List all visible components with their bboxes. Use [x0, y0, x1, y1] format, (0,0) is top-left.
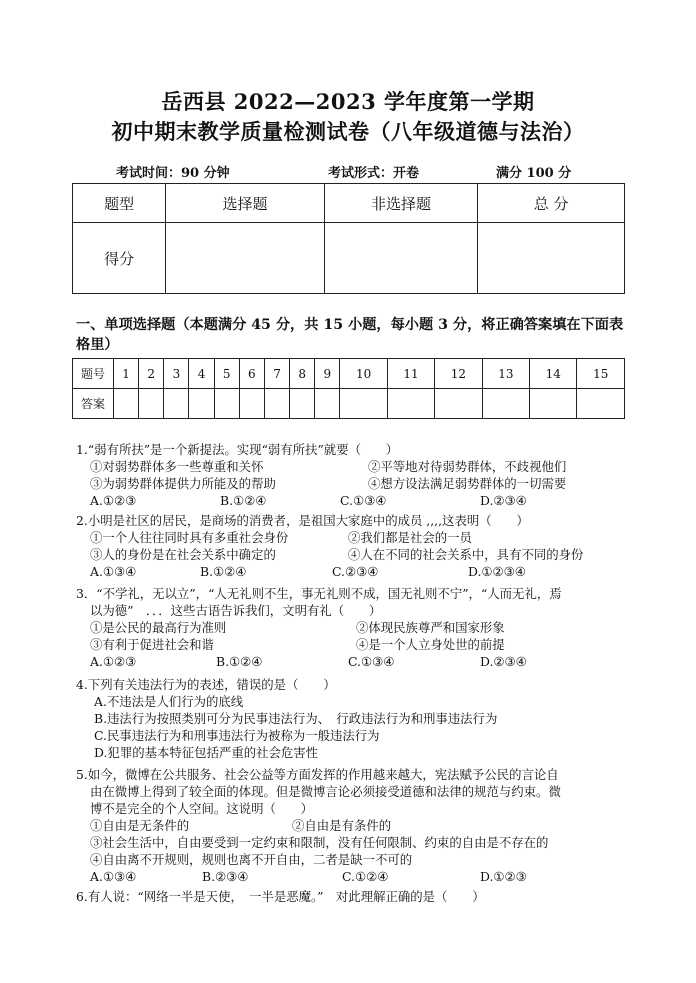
- choice-d: D.②③④: [480, 493, 527, 508]
- option-1: ①一个人往往同时具有多重社会身份: [90, 530, 289, 545]
- question-stem: 5.如今，微博在公共服务、社会公益等方面发挥的作用越来越大，宪法赋予公民的言论自: [76, 767, 559, 782]
- question-number: 8: [290, 359, 315, 389]
- choice-c: C.①③④: [348, 654, 395, 669]
- question-number: 12: [435, 359, 482, 389]
- score-cell-total[interactable]: [478, 223, 625, 294]
- option-2: ②平等地对待弱势群体，不歧视他们: [368, 459, 567, 474]
- answer-cell[interactable]: [239, 389, 264, 419]
- answer-cell[interactable]: [530, 389, 577, 419]
- choice-b: B.①②④: [220, 493, 267, 508]
- question-number: 9: [315, 359, 340, 389]
- option-1: ①是公民的最高行为准则: [90, 620, 227, 635]
- score-header-total: 总 分: [478, 184, 625, 223]
- full-score: 满分 100 分: [496, 166, 572, 181]
- question-number: 5: [214, 359, 239, 389]
- choice-d: D.①②③: [480, 869, 527, 884]
- question-5: [76, 766, 636, 885]
- question-number: 1: [114, 359, 139, 389]
- score-header-type: 题型: [73, 184, 166, 223]
- question-stem: 3．“不学礼，无以立”，“人无礼则不生，事无礼则不成，国无礼则不宁”，“人而无礼，焉: [76, 586, 562, 601]
- question-stem-cont: 博不是完全的个人空间。这说明（ ）: [90, 801, 314, 816]
- option-4: ④人在不同的社会关系中，具有不同的身份: [348, 547, 584, 562]
- question-1: [76, 441, 636, 509]
- answer-cell[interactable]: [264, 389, 289, 419]
- question-stem-cont: 由在微博上得到了较全面的体现。但是微博言论必须接受道德和法律的规范与约束。微: [90, 784, 561, 799]
- option-2: ②我们都是社会的一员: [348, 530, 472, 545]
- answer-cell[interactable]: [139, 389, 164, 419]
- option-3: ③为弱势群体提供力所能及的帮助: [90, 476, 276, 491]
- question-number: 14: [530, 359, 577, 389]
- exam-form: 考试形式：开卷: [328, 166, 420, 181]
- choice-a: A.不违法是人们行为的底线: [94, 694, 244, 709]
- exam-time: 考试时间：90 分钟: [116, 166, 230, 181]
- option-4: ④想方设法满足弱势群体的一切需要: [368, 476, 567, 491]
- score-row-label: 得分: [73, 223, 166, 294]
- question-number: 11: [387, 359, 434, 389]
- question-number: 3: [164, 359, 189, 389]
- exam-title-line1: 岳西县 2022—2023 学年度第一学期: [161, 89, 535, 114]
- choice-a: A.①③④: [90, 564, 137, 579]
- question-6: [76, 888, 636, 905]
- exam-title-line2: 初中期末教学质量检测试卷（八年级道德与法治）: [111, 119, 585, 144]
- choice-b: B.违法行为按照类别可分为民事违法行为、 行政违法行为和刑事违法行为: [94, 711, 498, 726]
- score-header-nonchoice: 非选择题: [324, 184, 478, 223]
- answer-cell[interactable]: [387, 389, 434, 419]
- choice-c: C.①②④: [342, 869, 389, 884]
- answer-cell[interactable]: [577, 389, 625, 419]
- answer-row-label: 答案: [73, 389, 114, 419]
- question-stem: 6.有人说：“网络一半是天使， 一半是恶魔。” 对此理解正确的是（ ）: [76, 889, 485, 904]
- answer-cell[interactable]: [164, 389, 189, 419]
- answer-cell[interactable]: [340, 389, 387, 419]
- option-2: ②体现民族尊严和国家形象: [356, 620, 505, 635]
- question-4: [76, 676, 636, 761]
- score-header-choice: 选择题: [166, 184, 325, 223]
- choice-c: C.①③④: [340, 493, 387, 508]
- option-4: ④是一个人立身处世的前提: [356, 637, 505, 652]
- answer-cell[interactable]: [482, 389, 529, 419]
- question-number: 15: [577, 359, 625, 389]
- choice-b: B.①②④: [216, 654, 263, 669]
- score-cell-choice[interactable]: [166, 223, 325, 294]
- option-2: ②自由是有条件的: [292, 818, 392, 833]
- answer-cell[interactable]: [114, 389, 139, 419]
- option-4: ④自由离不开规则，规则也离不开自由，二者是缺一不可的: [90, 852, 413, 867]
- answer-row-number-label: 题号: [73, 359, 114, 389]
- choice-d: D.犯罪的基本特征包括严重的社会危害性: [94, 745, 319, 760]
- question-3: [76, 585, 636, 670]
- option-1: ①对弱势群体多一些尊重和关怀: [90, 459, 264, 474]
- choice-d: D.②③④: [480, 654, 527, 669]
- question-number: 13: [482, 359, 529, 389]
- answer-cell[interactable]: [435, 389, 482, 419]
- score-cell-nonchoice[interactable]: [324, 223, 478, 294]
- option-3: ③社会生活中，自由要受到一定约束和限制，没有任何限制、约束的自由是不存在的: [90, 835, 549, 850]
- answer-cell[interactable]: [214, 389, 239, 419]
- choice-a: A.①②③: [90, 493, 137, 508]
- choice-d: D.①②③④: [468, 564, 526, 579]
- choice-c: C.②③④: [332, 564, 379, 579]
- question-number: 10: [340, 359, 387, 389]
- answer-cell[interactable]: [189, 389, 214, 419]
- question-2: [76, 512, 636, 580]
- question-number: 2: [139, 359, 164, 389]
- question-number: 6: [239, 359, 264, 389]
- section-heading: 一、单项选择题（本题满分 45 分，共 15 小题，每小题 3 分，将正确答案填在下面表格里）: [76, 317, 624, 353]
- option-3: ③有利于促进社会和谐: [90, 637, 214, 652]
- choice-c: C.民事违法行为和刑事违法行为被称为一般违法行为: [94, 728, 380, 743]
- option-1: ①自由是无条件的: [90, 818, 190, 833]
- question-stem: 1.“弱有所扶”是一个新提法。实现“弱有所扶”就要（ ）: [76, 442, 399, 457]
- answer-table: [72, 358, 625, 419]
- choice-a: A.①②③: [90, 654, 137, 669]
- question-number: 7: [264, 359, 289, 389]
- choice-a: A.①③④: [90, 869, 137, 884]
- question-number: 4: [189, 359, 214, 389]
- score-table: [72, 183, 625, 294]
- question-stem: 2.小明是社区的居民，是商场的消费者，是祖国大家庭中的成员 ,,,,这表明（ ）: [76, 513, 529, 528]
- choice-b: B.②③④: [202, 869, 249, 884]
- option-3: ③人的身份是在社会关系中确定的: [90, 547, 276, 562]
- answer-cell[interactable]: [290, 389, 315, 419]
- question-stem: 4.下列有关违法行为的表述，错误的是（ ）: [76, 677, 336, 692]
- question-stem-cont: 以为德” ．．．这些古语告诉我们，文明有礼（ ）: [90, 603, 382, 618]
- choice-b: B.①②④: [200, 564, 247, 579]
- answer-cell[interactable]: [315, 389, 340, 419]
